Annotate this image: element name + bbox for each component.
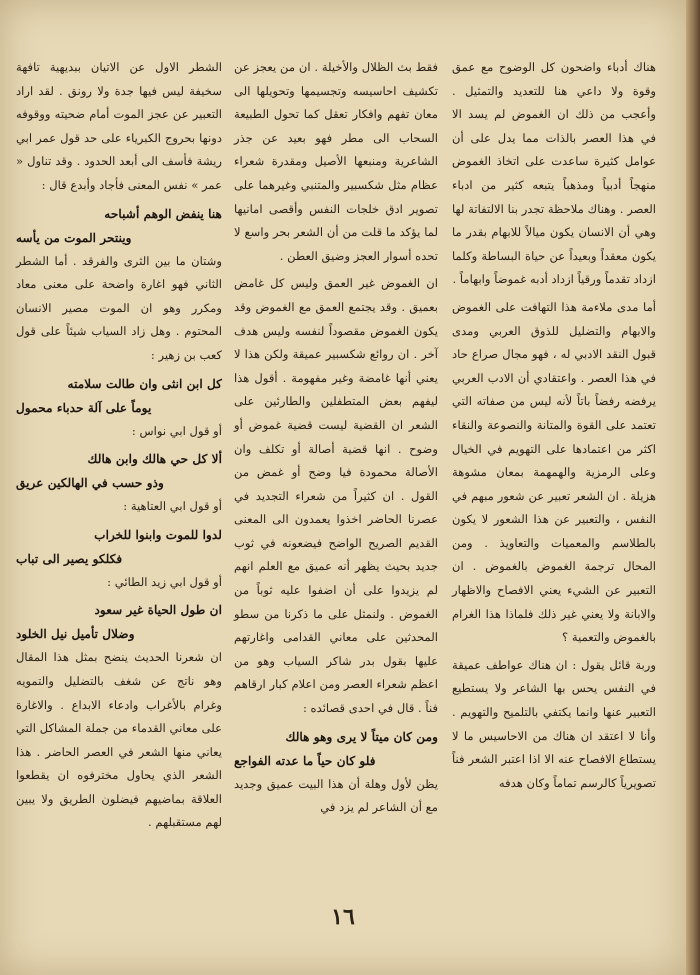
verse-hemistich: وضلال تأميل نيل الخلود	[16, 627, 135, 642]
paragraph: أو قول ابي نواس :	[131, 423, 222, 438]
verse-hemistich: فلو كان حياً ما عدته الفواجع	[234, 753, 376, 768]
verse-hemistich: هنا ينفض الوهم أشباحه	[104, 206, 222, 221]
verse-hemistich: ألا كل حي هالك وابن هالك	[87, 452, 222, 467]
paragraph: أو قول ابي زيد الطائي :	[107, 574, 222, 589]
page-number: ١٦	[331, 904, 355, 930]
text-column-middle	[234, 56, 438, 824]
verse-hemistich: ان طول الحياة غير سعود	[94, 603, 222, 618]
verse-hemistich: فكلكو يصير الى تباب	[16, 551, 123, 566]
paragraph: ان الغموض غير العمق وليس كل غامض بعميق . وقد يجتمع العمق مع الغموض وقد يكون الغموض مقصوداً لنفسه وليس هدف آخر . ان روائع شكسبير عميقة ولكن هذا لا يعني أنها غامضة وغير مفهومة . أقول هذا ليفهم بعض المتطفلين والطارئين على الشعر ان القضية ليست قضية غموض أو وضوح . انها قضية أصالة أو تكلف وان الأصالة محمودة فيا وضح أو غمض من القول . ان كثيراً من شعراء التجديد في عصرنا الحاضر اخذوا يعمدون الى المعنى القديم الصريح الواضح فيضعونه في ثوب جديد بحيث يظهر أنه عميق مع العلم انهم لم يزيدوا على أن اضفوا عليه ثوباً من الغموض . ولنمثل على ما ذكرنا من سطو المحدثين على معاني القدامى واغارتهم عليها بقول بدر شاكر السياب وهو من اعظم شعراء العصر ومن اعلام كبار ارقاهم فناً . قال في احدى قصائده :	[234, 276, 438, 716]
paragraph: وربة قائل يقول : ان هناك عواطف عميقة في النفس يحس بها الشاعر ولا يستطيع التعبير عنها وانما يكتفي بالتلميح والتهويم . وأنا لا اعتقد ان هناك من الاحاسيس ما لا يستطاع الافصاح عنه الا اذا اعتبر الشعر فناً تصويرياً كالرسم تماماً وكان هدفه	[452, 657, 656, 790]
verse-hemistich: يوماً على آلة حدباء محمول	[16, 400, 152, 415]
verse-hemistich: وذو حسب في الهالكين عريق	[16, 476, 164, 491]
paragraph: فقط بث الظلال والأخيلة . ان من يعجز عن تكشيف احاسيسه وتجسيمها وتحويلها الى معان تفهم وافكار تعقل كما تحول الطبيعة السحاب الى مطر فهو بعيد عن جذر الشاعرية ومنبعها الأصيل ومقدرة شعراء عظام مثل شكسبير والمتنبي وغيرهما على تصوير ادق خلجات النفس وأقصى امانيها لما يؤكد ما قلت من أن الشعر بحر واسع لا تحده أسوار العجز وضيق العطن .	[234, 60, 438, 263]
paragraph: الشطر الاول عن الاتيان ببديهية تافهة سخيفة ليس فيها جدة ولا رونق . لقد اراد التعبير عن عجز الموت أمام ضحيته ووقوفه دونها بحروج الكبرياء على حد قول عمر ابي ريشة فأسف الى أبعد الحدود . وقد تناول « عمر » نفس المعنى فأجاد وأبدع قال :	[16, 60, 222, 192]
verse-hemistich: وينتحر الموت من يأسه	[16, 230, 132, 245]
paragraph: أما مدى ملاءمة هذا التهافت على الغموض والابهام والتضليل للذوق العربي ومدى قبول النقد الادبي له ، فهو مجال صراع حاد في هذا العصر . واعتقادي أن الادب العربي يرفضه رفضاً باتاً لأنه ليس من صفاته التي تعتمد على القوة والمتانة والنصوعة والنقاء اكثر من اعتمادها على التهويم في الخيال وعلى الرمزية والهمهمة بمعان مشوهة هزيلة . ان الشعر تعبير عن شعور مبهم في النفس ، والتعبير عن هذا الشعور لا يكون بالطلاسم والمعميات والتعاويذ . ومن المحال ترجمة الغموض بالغموض . ان التعبير عن الشيء يعني الافصاح والاظهار والابانة ولا يعني غير ذلك فلماذا هذا الغرام بالغموض والتعمية ؟	[452, 299, 656, 645]
text-column-right	[452, 56, 656, 799]
paragraph: أو قول ابي العتاهية :	[123, 499, 222, 514]
text-column-left	[16, 56, 222, 839]
verse-hemistich: ومن كان ميتاً لا يرى وهو هالك	[285, 729, 438, 744]
paragraph: هناك أدباء واضحون كل الوضوح مع عمق وقوة ولا داعي هنا للتعديد والتمثيل . وأعجب من ذلك ان الغموض لم يسد الا في هذا العصر بالذات مما يدل على أن عوامل كثيرة ساعدت على اتخاذ الغموض منهجاً أدبياً ومذهباً يتبعه كثير من ادباء العصر . وهناك ملاحظة تجدر بنا الالتفاتة لها وهي أن الانسان يكون ميالاً للابهام بقدر ما يكون معقداً وبعيداً عن حياة البساطة وكلما ازداد تقدماً ورقياً ازداد أدبه غموضاً وابهاماً .	[452, 60, 656, 287]
paragraph: وشتان ما بين الثرى والفرقد . أما الشطر الثاني فهو اغارة واضحة على معنى معاد ومكرر وهو ان الموت مصير الانسان المحتوم . وهل زاد السياب شيئاً على قول كعب بن زهير :	[16, 253, 222, 362]
verse-hemistich: لدوا للموت وابنوا للخراب	[94, 527, 222, 542]
verse-hemistich: كل ابن انثى وان طالت سلامته	[67, 376, 222, 391]
paragraph: ان شعرنا الحديث ينضح بمثل هذا المقال وهو ناتج عن شغف بالتضليل والتمويه وغرام بالأغراب وادعاء الابداع . والاغارة على معاني القدماء من جملة المشاكل التي يعاني منها الشعر في العصر الحاضر . هذا الشعر الذي يحاول مخترفوه ان يقطعوا العلاقة بماضيهم فيضلون الطريق ولا يبين لهم مستقبلهم .	[16, 650, 222, 830]
page-edge-shadow	[686, 0, 700, 975]
paragraph: يظن لأول وهلة أن هذا البيت عميق وجديد مع أن الشاعر لم يزد في	[234, 776, 438, 815]
